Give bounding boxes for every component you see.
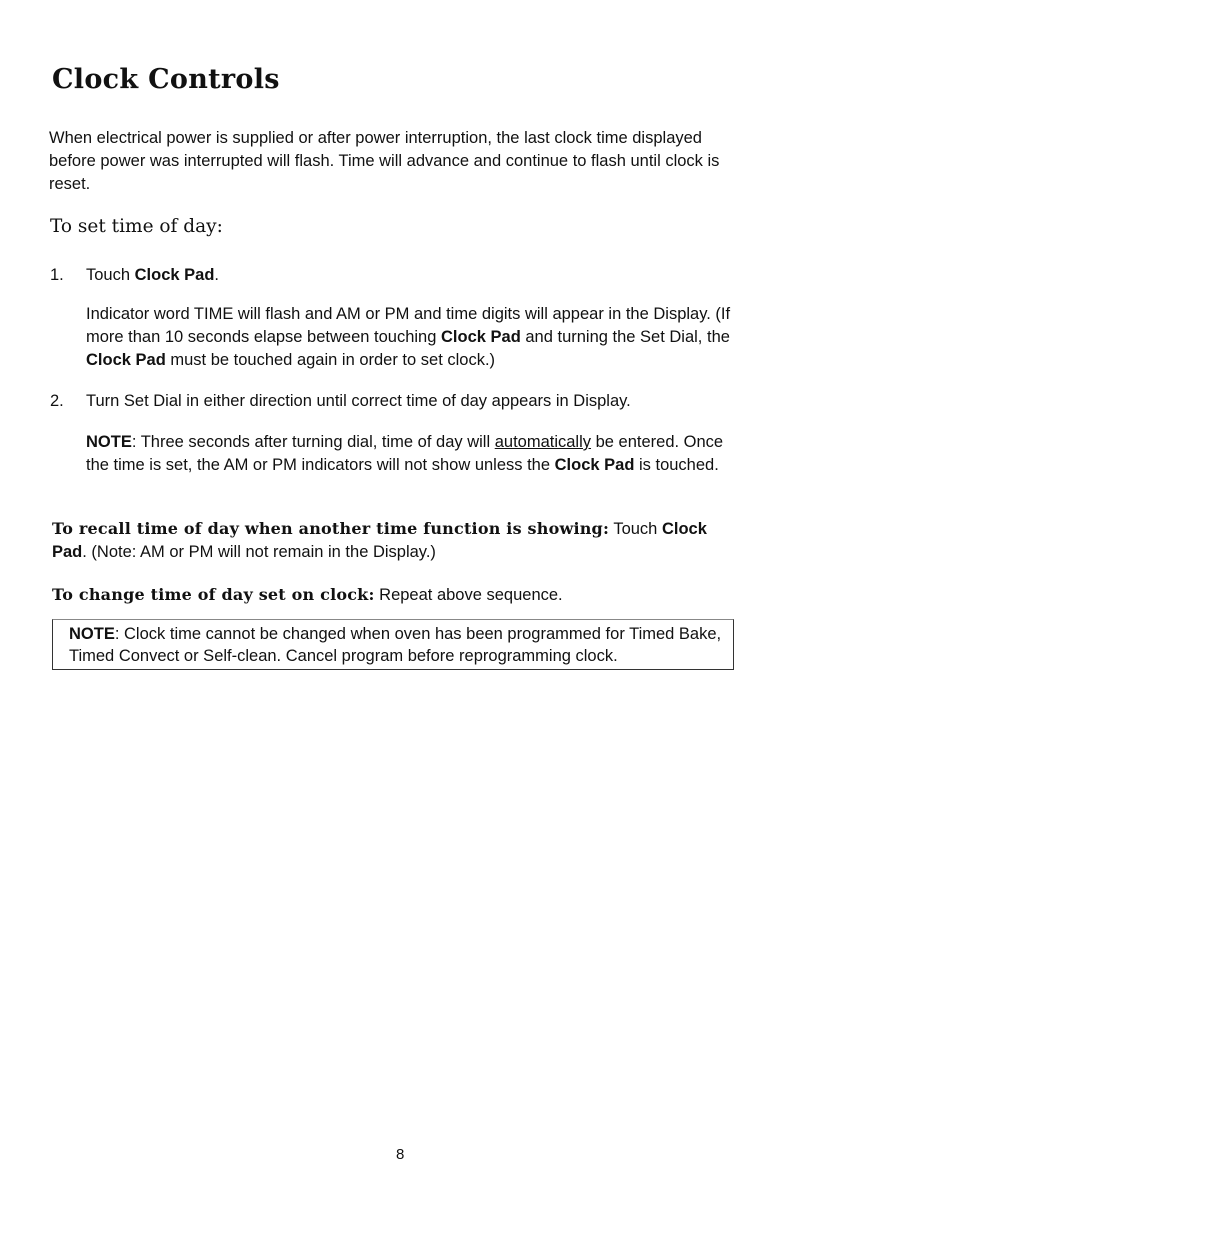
step-1-detail: [86, 303, 738, 372]
note-box-text: [69, 623, 733, 667]
step-1-detail-bold2: Clock Pad: [86, 351, 166, 369]
note-box-label: NOTE: [69, 625, 115, 643]
step-1-detail-part1: Indicator word TIME will flash and AM or PM and time digits will appear in the Display. (If more than 10 seconds elapse between touching: [86, 305, 731, 346]
step-2-note-part1: : Three seconds after turning dial, time of day will: [131, 433, 495, 451]
step-1-detail-part2: and turning the Set Dial, the: [520, 328, 730, 346]
change-lead: To change time of day set on clock:: [52, 585, 375, 604]
change-text: Repeat above sequence.: [374, 586, 563, 604]
step-1-text-after: .: [214, 266, 219, 284]
intro-paragraph: When electrical power is supplied or after power interruption, the last clock time displayed before power was interrupted will flash. Time will advance and continue to flash until clock is reset.: [49, 129, 720, 193]
recall-text-before: Touch: [609, 520, 662, 538]
step-2-note: [86, 431, 738, 477]
step-2-note-label: NOTE: [86, 433, 132, 451]
note-box-body: : Clock time cannot be changed when oven has been programmed for Timed Bake, Timed Convect or Self-clean. Cancel program before reprogramming clock.: [69, 625, 722, 665]
step-1-clock-pad: Clock Pad: [134, 266, 215, 284]
step-2-number: 2.: [50, 392, 64, 410]
step-2-note-part2: be entered. Once the time is set, the AM or PM indicators will not show unless the: [86, 433, 724, 474]
step-1-detail-part3: must be touched again in order to set clock.): [165, 351, 496, 369]
recall-paragraph: [52, 517, 742, 564]
step-2-note-part3: is touched.: [634, 456, 719, 474]
step-1-text-before: Touch: [86, 266, 135, 284]
step-2-note-bold: Clock Pad: [554, 456, 635, 474]
step-1-detail-bold1: Clock Pad: [441, 328, 521, 346]
set-time-heading: To set time of day:: [50, 216, 223, 237]
recall-lead: To recall time of day when another time function is showing:: [52, 519, 610, 538]
note-box: [52, 619, 734, 670]
change-paragraph: [52, 583, 742, 607]
recall-text-after: . (Note: AM or PM will not remain in the Display.): [82, 543, 436, 561]
step-1-number: 1.: [50, 266, 64, 284]
step-1-text: [86, 264, 740, 287]
recall-clock-pad: Clock Pad: [52, 520, 707, 561]
step-2-note-underlined: automatically: [494, 433, 592, 451]
step-2-text: Turn Set Dial in either direction until correct time of day appears in Display.: [86, 392, 631, 410]
page-number: 8: [396, 1146, 405, 1163]
page-title: Clock Controls: [52, 64, 280, 95]
